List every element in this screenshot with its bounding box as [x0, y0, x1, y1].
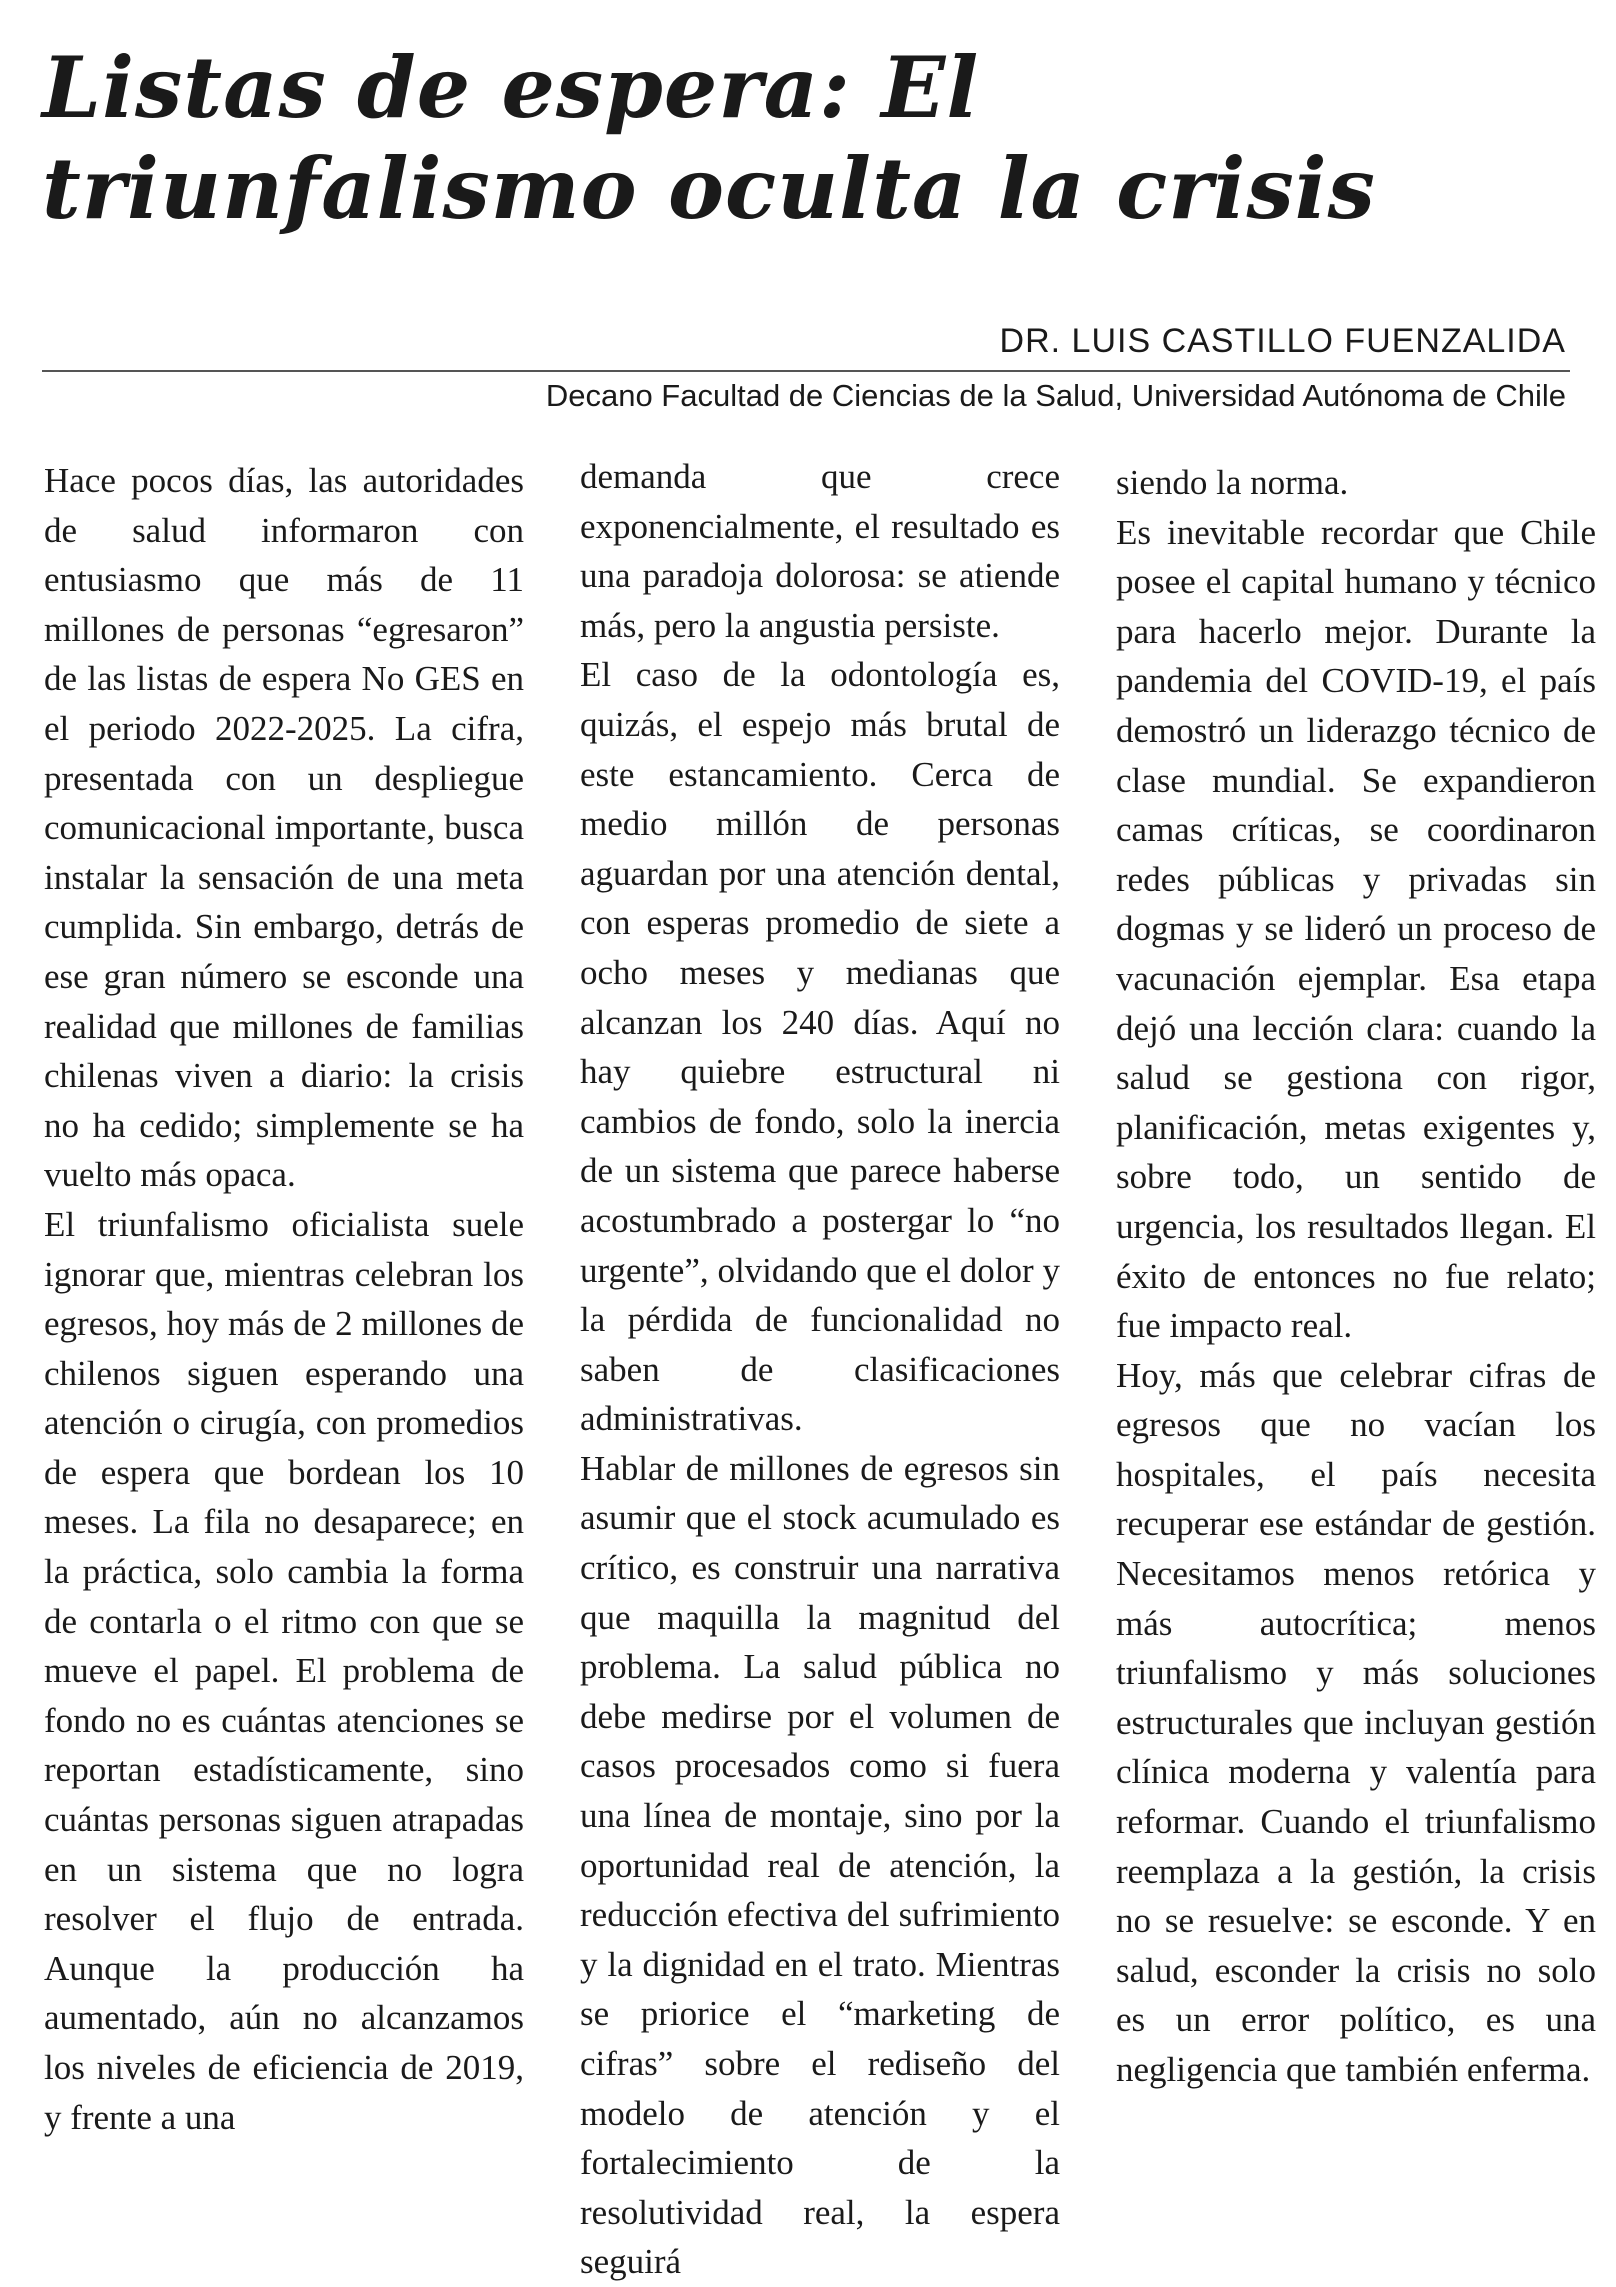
article-column-1: [44, 456, 524, 2142]
paragraph: Hablar de millones de egresos sin asumir que el stock acumulado es crítico, es construir una narrativa que maquilla la magnitud del problema. La salud pública no debe medirse por el volumen de casos procesados como si fuera una línea de montaje, sino por la oportunidad real de atención, la reducción efectiva del sufrimiento y la dignidad en el trato. Mientras se priorice el “marketing de cifras” sobre el rediseño del modelo de atención y el fortalecimiento de la resolutividad real, la espera seguirá: [580, 1448, 1060, 2282]
paragraph: siendo la norma.: [1116, 463, 1349, 502]
article-column-3: [1116, 458, 1596, 2095]
paragraph: demanda que crece exponencialmente, el resultado es una paradoja dolorosa: se atiende más, pero la angustia persiste.: [580, 457, 1060, 645]
paragraph: El caso de la odontología es, quizás, el espejo más brutal de este estancamiento. Cerca de medio millón de personas aguardan por una atención dental, con esperas promedio de siete a ocho meses y medianas que alcanzan los 240 días. Aquí no hay quiebre estructural ni cambios de fondo, solo la inercia de un sistema que parece haberse acostumbrado a postergar lo “no urgente”, olvidando que el dolor y la pérdida de funcionalidad no saben de clasificaciones administrativas.: [580, 655, 1060, 1439]
author-affiliation: Decano Facultad de Ciencias de la Salud, Universidad Autónoma de Chile: [545, 378, 1566, 413]
paragraph: El triunfalismo oficialista suele ignorar que, mientras celebran los egresos, hoy más de 2 millones de chilenos siguen esperando una atención o cirugía, con promedios de espera que bordean los 10 meses. La fila no desaparece; en la práctica, solo cambia la forma de contarla o el ritmo con que se mueve el papel. El problema de fondo no es cuántas atenciones se reportan estadísticamente, sino cuántas personas siguen atrapadas en un sistema que no logra resolver el flujo de entrada. Aunque la producción ha aumentado, aún no alcanzamos los niveles de eficiencia de 2019, y frente a una: [44, 1204, 524, 2137]
author-name: DR. LUIS CASTILLO FUENZALIDA: [999, 322, 1566, 360]
divider: [42, 370, 1570, 372]
paragraph: Hoy, más que celebrar cifras de egresos que no vacían los hospitales, el país necesita recuperar ese estándar de gestión. Necesitamos menos retórica y más autocrítica; menos triunfalismo y más soluciones estructurales que incluyan gestión clínica moderna y valentía para reformar. Cuando el triunfalismo reemplaza a la gestión, la crisis no se resuelve: se esconde. Y en salud, esconder la crisis no solo es un error político, es una negligencia que también enferma.: [1116, 1355, 1596, 2089]
paragraph: Es inevitable recordar que Chile posee el capital humano y técnico para hacerlo mejor. Durante la pandemia del COVID-19, el país demostró un liderazgo técnico de clase mundial. Se expandieron camas críticas, se coordinaron redes públicas y privadas sin dogmas y se lideró un proceso de vacunación ejemplar. Esa etapa dejó una lección clara: cuando la salud se gestiona con rigor, planificación, metas exigentes y, sobre todo, un sentido de urgencia, los resultados llegan. El éxito de entonces no fue relato; fue impacto real.: [1116, 512, 1596, 1346]
article-column-2: [580, 452, 1060, 2287]
paragraph: Hace pocos días, las autoridades de salud informaron con entusiasmo que más de 11 millones de personas “egresaron” de las listas de espera No GES en el periodo 2022-2025. La cifra, presentada con un despliegue comunicacional importante, busca instalar la sensación de una meta cumplida. Sin embargo, detrás de ese gran número se esconde una realidad que millones de familias chilenas viven a diario: la crisis no ha cedido; simplemente se ha vuelto más opaca.: [44, 461, 524, 1195]
headline: Listas de espera: El triunfalismo oculta la crisis: [42, 38, 1376, 238]
